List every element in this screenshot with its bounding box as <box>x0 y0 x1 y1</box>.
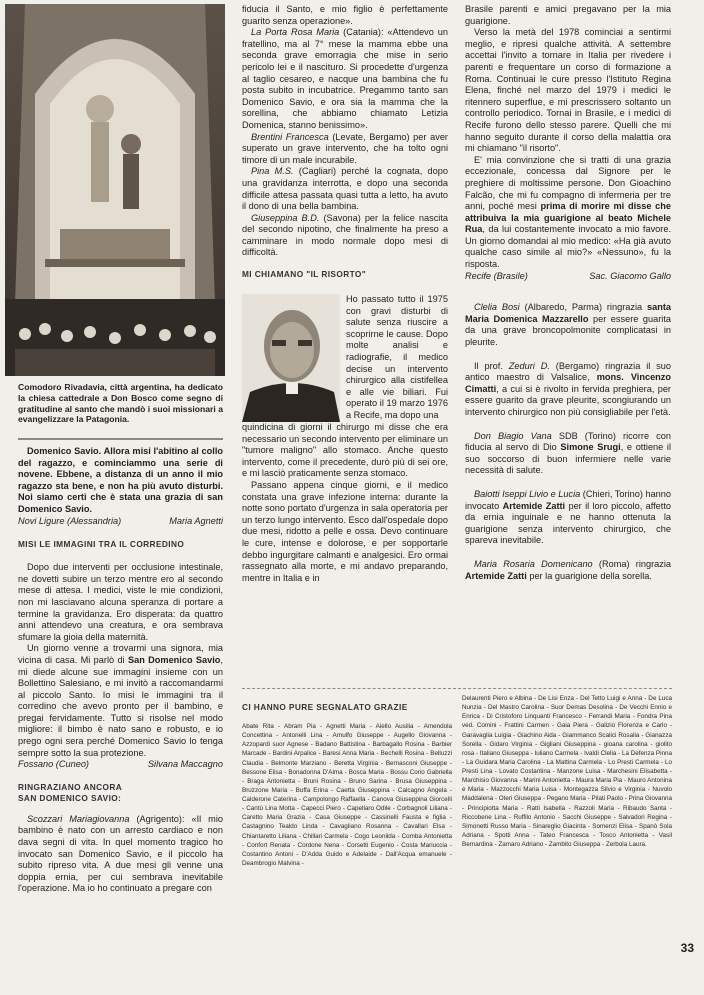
section-heading-ringraziano-2: SAN DOMENICO SAVIO: <box>18 792 122 803</box>
col1-paragraph-b: Un giorno venne a trovarmi una signora, mia vicina di casa. Mi parlò di San Domenico Savio, mi diede alcune sue immagini insieme con un Bollettino Salesiano, e mi invitò a raccomandarmi al piccolo Santo. Io misi le immagini tra il corredino che avevo pronto per il bambino, e pregai fervidamente. Tutto si risolse nel modo migliore: il bimbo è nato sano e robusto, e io prego ogni sera perché Domenico Savio lo tenga sempre sotto la sua protezione. <box>18 643 223 758</box>
graces-divider <box>242 688 672 689</box>
risorto-wrap-text: Ho passato tutto il 1975 con gravi disturbi di salute senza riuscire a scoprirne le cause. Dopo molte analisi e radiografie, il medico decise un intervento chirurgico alla cistifellea e alle vie biliari. Fui operato il 19 marzo 1976 a Recife, ma dopo una <box>346 294 448 420</box>
col3-paragraph-1: Brasile parenti e amici pregavano per la mia guarigione. <box>465 4 671 26</box>
col3-paragraph-4: Clelia Bosi (Albaredo, Parma) ringrazia santa Maria Domenica Mazzarello per essere guarita da una grave broncopolmonite complicatasi in pleurite. <box>465 302 672 348</box>
col1-paragraph-a: Dopo due interventi per occlusione intestinale, ne dovetti subire un terzo mentre ero al secondo mese di attesa. I medici, viste le mie condizioni, non mi lasciavano alcuna speranza di portare a termine la gravidanza. Ero disperata: da quattro anni attendevo una creatura, e ora sembrava sfumare la gioia della maternità. <box>18 562 223 642</box>
col1-signature-1: Novi Ligure (Alessandria) Maria Agnetti <box>18 515 223 526</box>
section-heading-ringraziano-1: RINGRAZIANO ANCORA <box>18 781 123 792</box>
cathedral-image <box>5 4 225 376</box>
caption-divider <box>18 438 223 440</box>
col2-paragraph-6: quindicina di giorni il chirurgo mi disse che era necessario un secondo intervento per eliminare un "tumore maligno" allo stomaco. Anche questo intervento, come il precedente, durò più di sei ore, e mi lasciò praticamente senza stomaco. <box>242 422 448 479</box>
priest-portrait <box>242 294 340 422</box>
col3-signature: Recife (Brasile) Sac. Giacomo Gallo <box>465 270 671 281</box>
col3-paragraph-5: Il prof. Zeduri D. (Bergamo) ringrazia il suo antico maestro di Valsalice, mons. Vincenzo Cimatti, a cui si è rivolto in fervida preghiera, per essere guarito da grave pleurite, scongiurando un intervento chirurgico non più consigliabile per l'età. <box>465 360 671 417</box>
graces-section <box>242 694 672 868</box>
graces-title: CI HANNO PURE SEGNALATO GRAZIE <box>242 702 408 712</box>
col2-paragraph-5: Giuseppina B.D. (Savona) per la felice nascita del secondo nipotino, che finalmente ha preso a camminare in modo normale dopo mesi di difficoltà. <box>242 212 449 258</box>
col2-paragraph-4: Pina M.S. (Cagliari) perché la cognata, dopo una gravidanza interrotta, e dopo una seconda difficile attesa passata quasi tutta a letto, ha avuto il dono di una bella bambina. <box>242 166 448 212</box>
col2-paragraph-7: Passano appena cinque giorni, e il medico constata una grave infezione interna: durante la notte sono portato d'urgenza in sala operatoria per un terzo lungo intervento. Esco dall'ospedale dopo due mesi, ridotto a pelle e ossa. Devo continuare le cure, intense e dolorose, e per sopportarle debbo ingurgitare calmanti e analgesici. Ero ormai rassegnato alla morte, e mi andavo preparando, mentre in Italia e in <box>242 480 448 583</box>
col3-paragraph-2: Verso la metà del 1978 cominciai a sentirmi meglio, e ripresi qualche attività. A settembre accettai l'invito a tornare in Italia per rivedere i parenti e frequentare un corso di formazione a Roma. Continuai le cure presso l'Istituto Regina Elena, finché nel marzo del 1979 i medici le ritennero superflue, e mi prescrissero soltanto un controllo periodico. Tornai in Brasile, e i medici di Recife furono dello stesso parere. Quelli che mi hanno seguito durante il corso della malattia ora mi chiamano "il risorto". <box>465 27 671 154</box>
column-3 <box>465 4 671 582</box>
col1-paragraph-c: Scozzari Mariagiovanna (Agrigento): «Il mio bambino è nato con un arresto cardiaco e non dava segni di vita. In quel momento tragico ho invocato san Domenico Savio, e il piccolo ha subito ripreso vita. A due mesi gli venne una doppia ernia, per cui sembrava inevitabile l'operazione. Ma io ho continuato a pregare con <box>18 813 223 894</box>
cathedral-photo <box>5 4 225 376</box>
col2-paragraph-1: fiducia il Santo, e mio figlio è perfettamente guarito senza operazione». <box>242 4 448 26</box>
col3-paragraph-3: E' mia convinzione che si tratti di una grazia eccezionale, concessa dal Signore per le preghiere di moltissime persone. Don Gioachino Falcão, che mi fu compagno di infermeria per tre anni, poché mesi prima di morire mi disse che attribuiva la mia guarigione al beato Michele Rua, da lui costantemente invocato a mio favore. Un giorno domandai al mio medico: «Ha già avuto qualche caso simile al mio?» «Nessuno», fu la risposta. <box>465 154 672 270</box>
col2-paragraph-3: Brentini Francesca (Levate, Bergamo) per aver superato un grave intervento, che ha tolto ogni timore di un male incurabile. <box>242 131 448 165</box>
col1-signature-2: Fossano (Cuneo) Silvana Maccagno <box>18 759 223 770</box>
graces-names-right: Delaurenti Piero e Albina - De Lisi Enza - Del Tetto Luigi e Anna - De Luca Nunzia - Del Mastro Carolina - Suor Demas Desolina - De Vecchi Ennio e Enrica - Di Cristoforo Linquanti Francesco - Ferrandi Maria - Fondra Pina ved. Comini - Frattini Carmen - Gaia Piera - Galizio Florenza e Carlo - Garavaglia Luigia - Giachino Aida - Giammanco Scalici Rosalia - Gianazza Sorella - Gidaro Virginia - Gigliani Giuseppina - gioana carolina - giolito rosa - Italiano Giuseppa - Iuliano Carmela - Ivaldi Clelia - La Defenza Pinna - La Guidara Maria Carolina - La Mattina Carmela - Lo Presti Carmela - Lo Presti Lina - Lovato Costantina - Manzone Luisa - Marchesini Elisabetta - Marchisio Giovanna - Marini Antonietta - Maura Maria Pia - Mauro Antonina e Maria - Mazzocchi Maria Luisa - Montegazza Silvio e Virginia - Nuvolo Maddalena - Oteri Giuseppa - Pegano Maria - Pilati Paolo - Prina Giovanna - Principiotta Maria - Ratti Isabella - Razzoli Maria - Ribaudo Santa - Riccobene Lina - Ruffilo Antonio - Sacchi Giuseppe - Salvadori Regina - Simonetti Russo Maria - Sinareglio Giacinta - Somenzi Elisa - Spanò Sola Adriana - Spotti Anna - Tateo Francesca - Tosco Antonietta - Vasil Bernardina - Zamaro Adriano - Zambito Giuseppa - Zerbola Laura. <box>462 695 673 848</box>
column-1 <box>18 446 223 895</box>
risorto-wrap <box>242 294 448 422</box>
portrait-photo <box>242 294 340 422</box>
col3-paragraph-7: Baiotti Iseppi Livio e Lucia (Chieri, Torino) hanno invocato Artemide Zatti per il loro piccolo, affetto da ernia inguinale e ne hanno ottenuta la guarigione senza intervento chirurgico, che spareva inevitabile. <box>465 488 671 546</box>
photo-caption: Comodoro Rivadavia, città argentina, ha dedicato la chiesa cattedrale a Don Bosco come segno di gratitudine al santo che mandò i suoi missionari a evangelizzare la Patagonia. <box>18 382 223 425</box>
section-heading-corredino: MISI LE IMMAGINI TRA IL CORREDINO <box>18 539 185 550</box>
col3-paragraph-8: Maria Rosaria Domenicano (Roma) ringrazia Artemide Zatti per la guarigione della sorella. <box>465 558 671 581</box>
col1-paragraph-top: Domenico Savio. Allora misi l'abitino al collo del ragazzo, e cominciammo una serie di novene. Ebbene, a distanza di un anno il mio ragazzo sta bene, e non ha più avuto disturbi. Noi siamo certi che è stata una grazia di san Domenico Savio. <box>18 446 223 514</box>
graces-names-left: Abate Rita - Abram Pia - Agnetti Maria - Aiello Ausilia - Amendola Concettina - Antonelli Lina - Arnulfo Giuseppe - Augello Giovanna - Azzopardi suor Agnese - Badano Battistina - Barbagallo Rosina - Barbier Marcade - Bardini Arpalice - Baresi Anna Maria - Bechelli Rosina - Belluzzi Claudia - Belmonte Marziano - Beretta Virginia - Bernasconi Giuseppe - Bessone Elisa - Bonadonna D'Alma - Bosca Maria - Bossu Corio Gabriella - Braga Antonietta - Bruni Rosina - Bruno Sarina - Brusa Giuseppina - Bruzzone Maria - Buffa Erina - Caetta Giuseppina - Calcagno Angela - Calderone Caterina - Campolongo Raffaella - Canova Giuseppina Giorcelli - Cantù Lina Motta - Capecci Piero - Capellaro Odile - Corbagnoli Liliana - Caretto Maria Grazia - Casa Giuseppe - Cassinelli Fausta e figlia - Castagnino Tealdo Linda - Cavagliano Rosanna - Cavallari Elsa - Chiantaretto Liliana - Chillari Carmela - Cogo Leonilda - Comba Antonietta - Confort Renata - Cordone Nena - Corsetti Eugenio - Costa Mariuccia - Costantino Antoni - D'Adda Guido e Adelaide - Dall'Acqua emanuele - Deambrogio Malvina - <box>242 723 452 867</box>
page-number: 33 <box>680 941 694 955</box>
col3-paragraph-6: Don Biagio Vana SDB (Torino) ricorre con fiducia al servo di Dio Simone Srugi, e ottiene il suo soccorso di buon infermiere nelle varie necessità di salute. <box>465 430 672 476</box>
section-heading-risorto: MI CHIAMANO "IL RISORTO" <box>242 269 367 280</box>
col2-paragraph-2: La Porta Rosa Maria (Catania): «Attendevo un fratellino, ma al 7° mese la mamma ebbe una seconda grave emorragia che mise in serio pericolo lei e il nascituro. Si procedette d'urgenza al taglio cesareo, e nacque una bambina che fu posta subito in incubatrice. Pregammo tanto san Domenico Savio, e ora sia la mamma che la sorellina, che abbiamo chiamato Letizia Domenica, stanno benissimo». <box>242 27 448 130</box>
column-2 <box>242 4 448 584</box>
